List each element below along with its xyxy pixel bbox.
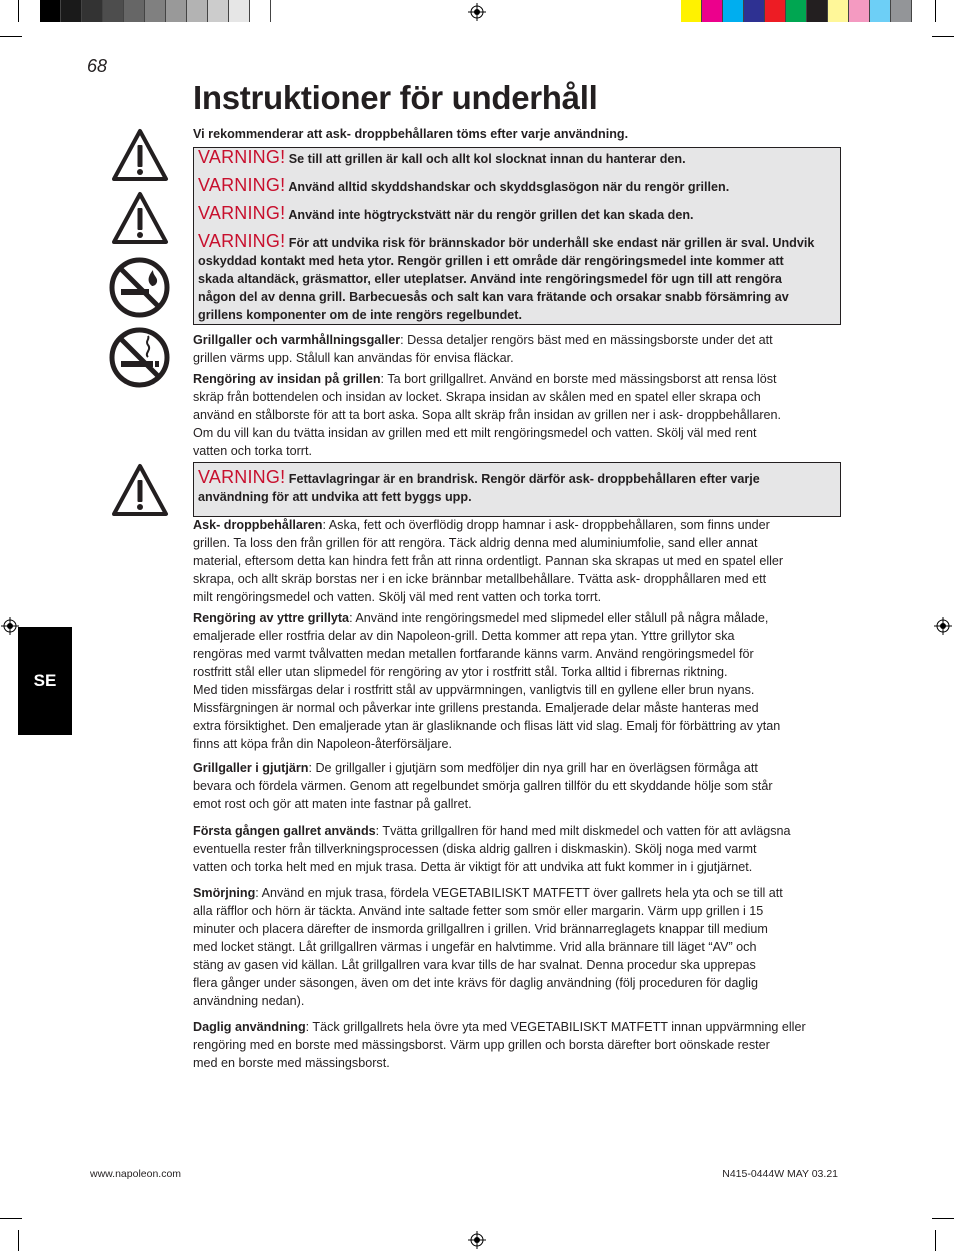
warning-line: VARNING! Se till att grillen är kall och allt kol slocknat innan du hanterar den. bbox=[198, 147, 686, 167]
crop-mark bbox=[0, 1218, 22, 1219]
section-heading: Grillgaller i gjutjärn bbox=[193, 761, 309, 775]
registration-mark-icon bbox=[1, 617, 19, 635]
crop-mark bbox=[18, 1230, 19, 1251]
color-swatch bbox=[765, 0, 786, 22]
warning-label: VARNING! bbox=[198, 175, 286, 195]
grayscale-color-bar bbox=[40, 0, 271, 22]
gray-swatch bbox=[61, 0, 82, 22]
crop-mark bbox=[932, 1218, 954, 1219]
section-daglig: Daglig användning: Täck grillgallrets hela övre yta med VEGETABILISKT MATFETT innan uppvärmning eller rengöring med en borste med mässingsborst. Värm upp grillen och borsta därefter bort oönskade rester med en borste med mässingsborst. bbox=[193, 1020, 806, 1070]
crop-mark bbox=[935, 1230, 936, 1251]
warning-label: VARNING! bbox=[198, 231, 286, 251]
registration-mark-icon bbox=[468, 3, 486, 21]
warning-triangle-icon bbox=[111, 191, 169, 245]
section-heading: Första gången gallret används bbox=[193, 824, 376, 838]
no-open-flame-icon bbox=[108, 256, 171, 319]
gray-swatch bbox=[208, 0, 229, 22]
section-grillgaller: Grillgaller och varmhållningsgaller: Dessa detaljer rengörs bäst med en mässingsborste under det att grillen värms upp. Stålull kan användas för envisa fläckar. bbox=[193, 333, 773, 365]
footer-document-code: N415-0444W MAY 03.21 bbox=[722, 1168, 838, 1180]
section-heading: Smörjning bbox=[193, 886, 256, 900]
gray-swatch bbox=[124, 0, 145, 22]
gray-swatch bbox=[250, 0, 271, 22]
color-swatch bbox=[702, 0, 723, 22]
section-heading: Daglig användning bbox=[193, 1020, 306, 1034]
language-tab: SE bbox=[18, 627, 72, 735]
color-swatch bbox=[870, 0, 891, 22]
crop-mark bbox=[18, 0, 19, 22]
color-swatch bbox=[807, 0, 828, 22]
section-smorjning: Smörjning: Använd en mjuk trasa, fördela VEGETABILISKT MATFETT över gallrets hela yta och se till att alla räfflor och hörn är täckta. Använd inte saltade fetter som smör eller margarin. Värm upp grillen i 15 minuter och placera därefter de insmorda grillgallren i grillen. Vrid brännarreglagets knappar till medium med locket stängt. Låt grillgallren värmas i ungefär en halvtimme. Vrid alla brännare till läget “AV” och stäng av gasen vid källan. Låt grillgallren vara kvar tills de har svalnat. Denna procedur ska upprepas flera gånger under säsongen, även om det inte krävs för daglig användning (följ proceduren för daglig användning nedan). bbox=[193, 886, 783, 1008]
color-swatch bbox=[849, 0, 870, 22]
section-yttre-grillyta: Rengöring av yttre grillyta: Använd inte rengöringsmedel med slipmedel eller stålull på några målade, emaljerade eller rostfria delar av din Napoleon-grill. Detta kommer att repa ytan. Yttre grillytor ska rengöras med varmt tvålvatten medan metallen fortfarande känns varm. Använd rengöringsmedel för rostfritt stål eller utan slipmedel för rengöring av ytor i rostfritt stål. Torka alltid i fibrernas riktning. Med tiden missfärgas delar i rostfritt stål av uppvärmningen, vanligtvis till en gyllene eller brun nyans. Missfärgningen är normal och påverkar inte grillens prestanda. Emaljerade delar måste hanteras med extra försiktighet. Den emaljerade ytan är glasliknande och flisas lätt vid slag. Emalj för förbättring av ytan finns att köpa från din Napoleon-återförsäljare. bbox=[193, 611, 781, 751]
color-swatch bbox=[723, 0, 744, 22]
warning-triangle-icon bbox=[111, 463, 169, 517]
warning-label: VARNING! bbox=[198, 147, 286, 167]
crop-mark bbox=[0, 36, 22, 37]
warning-line: VARNING! För att undvika risk för brännskador bör underhåll ske endast när grillen är sval. Undvik oskyddad kontakt med heta ytor. Rengör grillen i ett område där rengöringsmedel inte kommer att skada altandäck, gräsmattor, eller uteplatser. Använd inte rengöringsmedel för ugn till att rengöra någon del av denna grill. Barbecuesås och salt kan vara frätande och orsakar snabb försämring av grillens komponenter om de inte rengörs regelbundet. bbox=[198, 231, 815, 322]
warning-line: VARNING! Använd inte högtryckstvätt när du rengör grillen det kan skada den. bbox=[198, 203, 694, 223]
section-ask-dropp: Ask- droppbehållaren: Aska, fett och överflödig dropp hamnar i ask- droppbehållaren, som finns under grillen. Ta loss den från grillen för att rengöra. Täck aldrig denna med aluminiumfolie, sand eller annat material, eftersom detta kan hindra fett från att rinna ordentligt. Pannan ska skrapas ut med en spatel eller skrapa, och allt skräp borstas ner i en icke brännbar metallbehållare. Tvätta ask- dropphållaren med ett milt rengöringsmedel och vatten. Skölj väl med rent vatten och torka torrt. bbox=[193, 518, 784, 604]
registration-mark-icon bbox=[934, 617, 952, 635]
color-swatch bbox=[681, 0, 702, 22]
color-swatch bbox=[891, 0, 912, 22]
warning-label: VARNING! bbox=[198, 467, 286, 487]
gray-swatch bbox=[103, 0, 124, 22]
footer-website: www.napoleon.com bbox=[90, 1168, 182, 1180]
page-number: 68 bbox=[87, 56, 108, 76]
section-gjutjarn: Grillgaller i gjutjärn: De grillgaller i gjutjärn som medföljer din nya grill har en överlägsen förmåga att bevara och fördela värmen. Genom att regelbundet smörja gallren tillför du ett skyddande hölje som står emot rost och gör att maten inte fastnar på gallret. bbox=[193, 761, 773, 811]
intro-text: Vi rekommenderar att ask- droppbehållaren töms efter varje användning. bbox=[193, 127, 629, 141]
section-heading: Ask- droppbehållaren bbox=[193, 518, 323, 532]
crop-mark bbox=[932, 36, 954, 37]
warning-line: VARNING! Fettavlagringar är en brandrisk. Rengör därför ask- droppbehållaren efter varje användning för att undvika att fett byggs upp. bbox=[198, 467, 760, 504]
color-swatch bbox=[744, 0, 765, 22]
warning-box bbox=[193, 462, 841, 517]
no-smoking-icon bbox=[108, 326, 171, 389]
gray-swatch bbox=[82, 0, 103, 22]
section-heading: Grillgaller och varmhållningsgaller bbox=[193, 333, 401, 347]
section-heading: Rengöring av insidan på grillen bbox=[193, 372, 381, 386]
page-title: Instruktioner för underhåll bbox=[193, 79, 598, 116]
section-forsta-gangen: Första gången gallret används: Tvätta grillgallren för hand med milt diskmedel och vatten för att avlägsna eventuella rester från tillverkningsprocessen (diska aldrig gallren i diskmaskin). Skölj noga med varmt vatten och torka helt med en mjuk trasa. Detta är viktigt för att undvika att fukt kommer in i gjutjärnet. bbox=[193, 824, 791, 874]
section-heading: Rengöring av yttre grillyta bbox=[193, 611, 350, 625]
warning-triangle-icon bbox=[111, 128, 169, 182]
warning-line: VARNING! Använd alltid skyddshandskar och skyddsglasögon när du rengör grillen. bbox=[198, 175, 730, 195]
gray-swatch bbox=[166, 0, 187, 22]
process-color-bar bbox=[681, 0, 912, 22]
gray-swatch bbox=[145, 0, 166, 22]
color-swatch bbox=[786, 0, 807, 22]
warning-box bbox=[193, 147, 841, 325]
gray-swatch bbox=[187, 0, 208, 22]
warning-label: VARNING! bbox=[198, 203, 286, 223]
section-insidan: Rengöring av insidan på grillen: Ta bort grillgallret. Använd en borste med mässingsborst att rensa löst skräp från bottendelen och insidan av locket. Skrapa insidan av skålen med en spatel eller skrapa och använd en stålborste för att ta bort aska. Sopa allt skräp från insidan av grillen ner i ask- droppbehållaren. Om du vill kan du tvätta insidan av grillen med ett milt rengöringsmedel och vatten. Skölj väl med rent vatten och torka torrt. bbox=[193, 372, 782, 458]
gray-swatch bbox=[40, 0, 61, 22]
crop-mark bbox=[935, 0, 936, 22]
registration-mark-icon bbox=[468, 1231, 486, 1249]
color-swatch bbox=[828, 0, 849, 22]
gray-swatch bbox=[229, 0, 250, 22]
